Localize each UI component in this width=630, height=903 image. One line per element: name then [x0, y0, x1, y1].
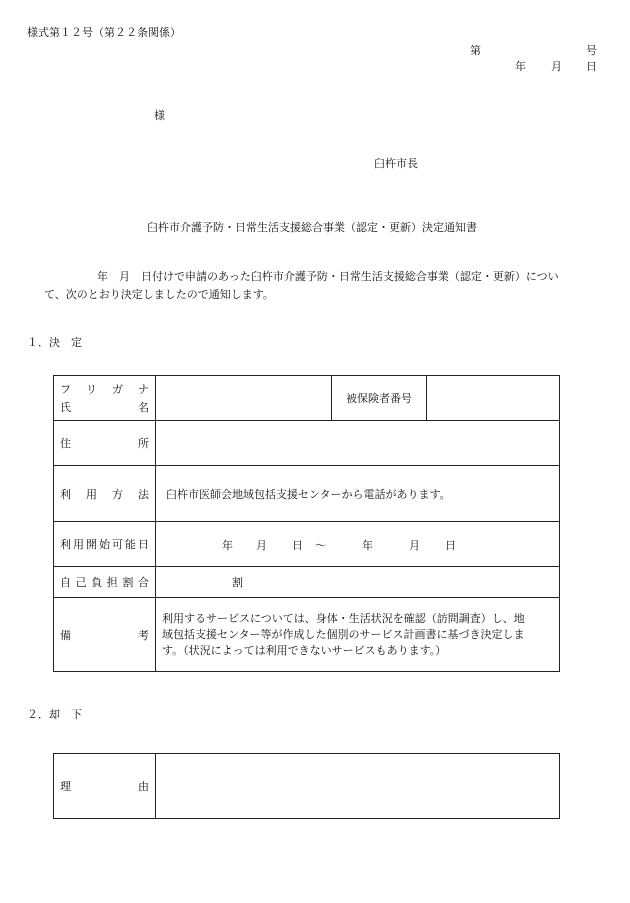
addressee-honorific: 様 — [154, 109, 165, 122]
body-line-1: 年 月 日付けで申請のあった臼杵市介護予防・日常生活支援総合事業（認定・更新）につい — [97, 270, 559, 283]
date-month: 月 — [551, 60, 562, 73]
table-row — [54, 754, 560, 819]
start-date-label-cell — [54, 522, 156, 567]
section2-heading: ２．却 下 — [27, 708, 82, 721]
form-number: 様式第１２号（第２２条関係） — [27, 26, 181, 39]
date-year: 年 — [515, 60, 526, 73]
date-day: 日 — [586, 60, 597, 73]
table-row — [54, 466, 560, 522]
reason-field[interactable] — [156, 754, 560, 819]
usage-method-label-cell: 利 用 方 法 — [54, 466, 156, 522]
copay-field[interactable] — [156, 567, 560, 598]
copay-label: 自 己 負 担 割 合 — [60, 576, 149, 589]
copay-unit: 割 — [232, 576, 243, 589]
number-prefix: 第 — [470, 44, 481, 57]
sender-name: 臼杵市長 — [374, 157, 418, 170]
decision-table — [53, 375, 560, 672]
insured-number-label: 被保険者番号 — [346, 392, 412, 405]
table-row — [54, 522, 560, 567]
start-date-label: 利 用 開 始 可 能 日 — [60, 538, 149, 551]
usage-method-value: 臼杵市医師会地域包括支援センターから電話があります。 — [156, 466, 560, 522]
section1-heading: １．決 定 — [27, 336, 82, 349]
table-row — [54, 598, 560, 672]
table-row — [54, 421, 560, 466]
body-line-2: て、次のとおり決定しましたので通知します。 — [44, 288, 274, 301]
insured-number-field[interactable] — [427, 376, 560, 421]
start-date-field[interactable]: 年 月 日 ～ 年 月 日 — [156, 522, 560, 567]
name-label-cell — [54, 376, 156, 421]
number-suffix: 号 — [586, 44, 597, 57]
address-label-cell: 住 所 — [54, 421, 156, 466]
remarks-label-cell: 備 考 — [54, 598, 156, 672]
copay-label-cell — [54, 567, 156, 598]
table-row — [54, 567, 560, 598]
document-title: 臼杵市介護予防・日常生活支援総合事業（認定・更新）決定通知書 — [147, 221, 477, 234]
table-row — [54, 376, 560, 421]
rejection-table — [53, 753, 560, 819]
name-label: 氏 名 — [60, 401, 149, 414]
insured-number-label-cell — [332, 376, 427, 421]
name-field[interactable] — [156, 376, 332, 421]
reason-label-cell: 理 由 — [54, 754, 156, 819]
address-field[interactable] — [156, 421, 560, 466]
remarks-value: 利用するサービスについては、身体・生活状況を確認（訪問調査）し、地 域包括支援センター等が作成した個別のサービス計画書に基づき決定しま す。（状況によっては利用できないサービスもあります。） — [156, 598, 560, 672]
furigana-label: フ リ ガ ナ — [60, 383, 149, 396]
